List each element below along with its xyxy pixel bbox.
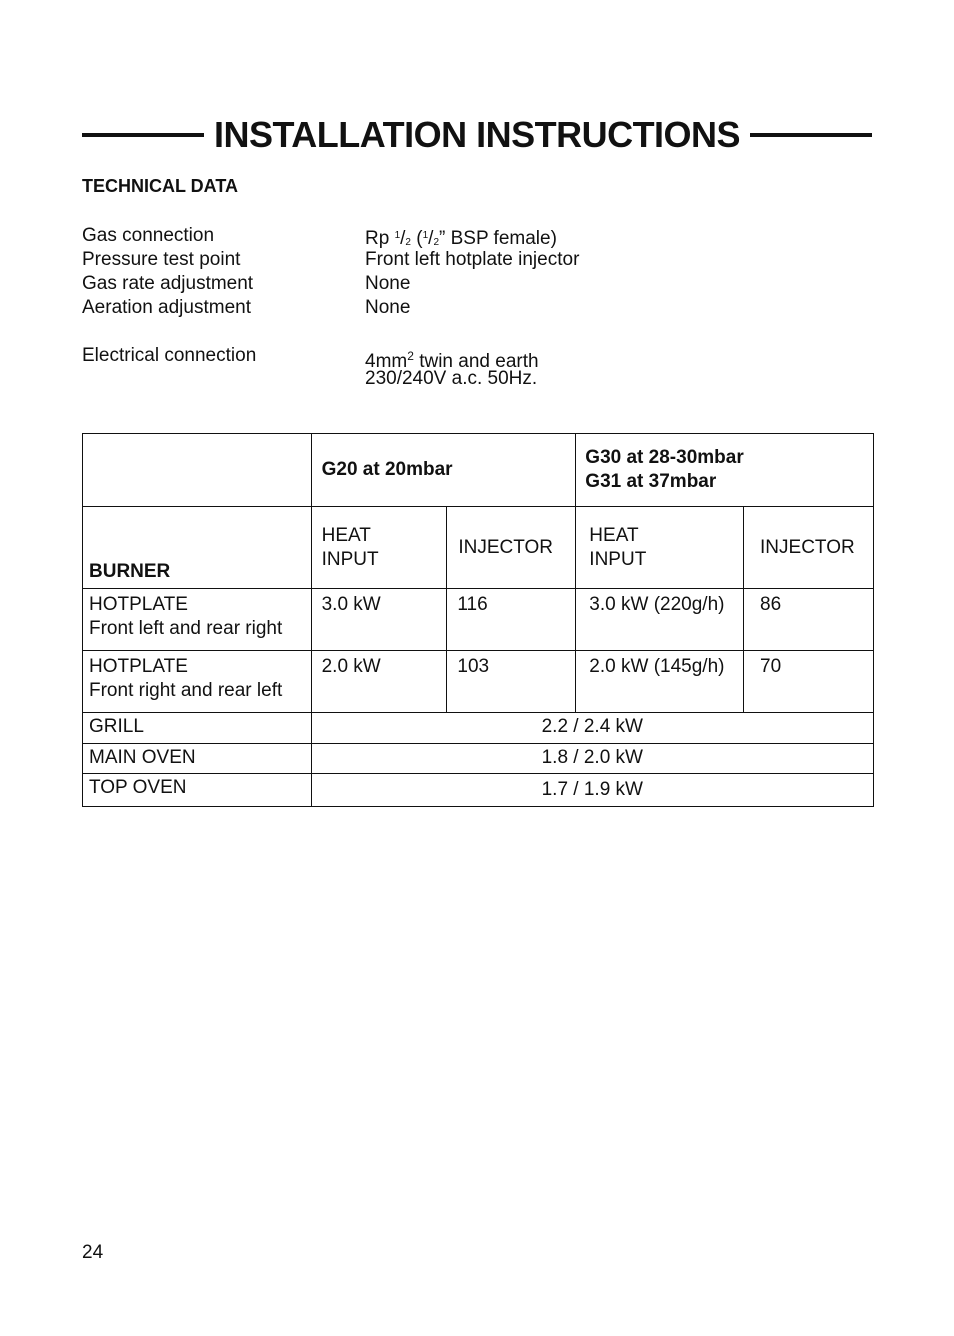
burner-cell: HOTPLATE Front right and rear left	[83, 651, 312, 713]
table-subheader-row	[83, 507, 874, 589]
page-title-row	[82, 112, 872, 158]
title-rule-left	[82, 133, 204, 137]
table-header-g30-g31: G30 at 28-30mbar G31 at 37mbar	[576, 434, 874, 507]
g30-injector-cell: 86	[744, 589, 874, 651]
spec-value: None	[365, 297, 411, 318]
table-header-heat-input: HEAT INPUT	[576, 507, 744, 589]
title-rule-right	[750, 133, 872, 137]
burner-cell: GRILL	[83, 713, 312, 744]
spec-label: Gas rate adjustment	[82, 273, 254, 294]
g20-heat-cell: 2.0 kW	[311, 651, 447, 713]
spec-value: Rp $^1/_2$ ($^1/_2$” BSP female)	[365, 228, 557, 249]
g30-injector-cell: 70	[744, 651, 874, 713]
g20-heat-cell: 3.0 kW	[311, 589, 447, 651]
page-title: INSTALLATION INSTRUCTIONS	[213, 114, 741, 155]
table-header-row	[83, 434, 874, 507]
fraction-half: $^1/_2$	[394, 228, 411, 249]
spec-label: Aeration adjustment	[82, 297, 251, 318]
table-header-burner: BURNER	[83, 507, 312, 589]
burner-cell: MAIN OVEN	[83, 744, 312, 774]
table-header-heat-input: HEAT INPUT	[311, 507, 447, 589]
spec-label: Electrical connection	[82, 345, 257, 366]
table-header-blank	[83, 434, 312, 507]
spec-value: 230/240V a.c. 50Hz.	[365, 368, 538, 389]
page-number: 24	[82, 1242, 104, 1263]
combined-rating-cell: 1.7 / 1.9 kW	[311, 774, 873, 807]
table-row	[83, 651, 874, 713]
fraction-half: $^1/_2$	[422, 228, 439, 249]
g20-injector-cell: 116	[447, 589, 576, 651]
spec-value: $4mm^2$ twin and earth	[365, 349, 539, 372]
combined-rating-cell: 2.2 / 2.4 kW	[311, 713, 873, 744]
g20-injector-cell: 103	[447, 651, 576, 713]
spec-value: None	[365, 273, 411, 294]
table-header-injector: INJECTOR	[744, 507, 874, 589]
table-row	[83, 744, 874, 774]
table-header-injector: INJECTOR	[447, 507, 576, 589]
spec-label: Pressure test point	[82, 249, 241, 270]
table-row	[83, 589, 874, 651]
spec-label: Gas connection	[82, 225, 215, 246]
technical-data-table	[82, 433, 874, 807]
burner-cell: HOTPLATE Front left and rear right	[83, 589, 312, 651]
table-header-g20: G20 at 20mbar	[311, 434, 576, 507]
table-row	[83, 713, 874, 744]
spec-value: Front left hotplate injector	[365, 249, 580, 270]
g30-heat-cell: 2.0 kW (145g/h)	[576, 651, 744, 713]
section-heading: TECHNICAL DATA	[82, 176, 238, 196]
combined-rating-cell: 1.8 / 2.0 kW	[311, 744, 873, 774]
g30-heat-cell: 3.0 kW (220g/h)	[576, 589, 744, 651]
table-row	[83, 774, 874, 807]
burner-cell: TOP OVEN	[83, 774, 312, 807]
